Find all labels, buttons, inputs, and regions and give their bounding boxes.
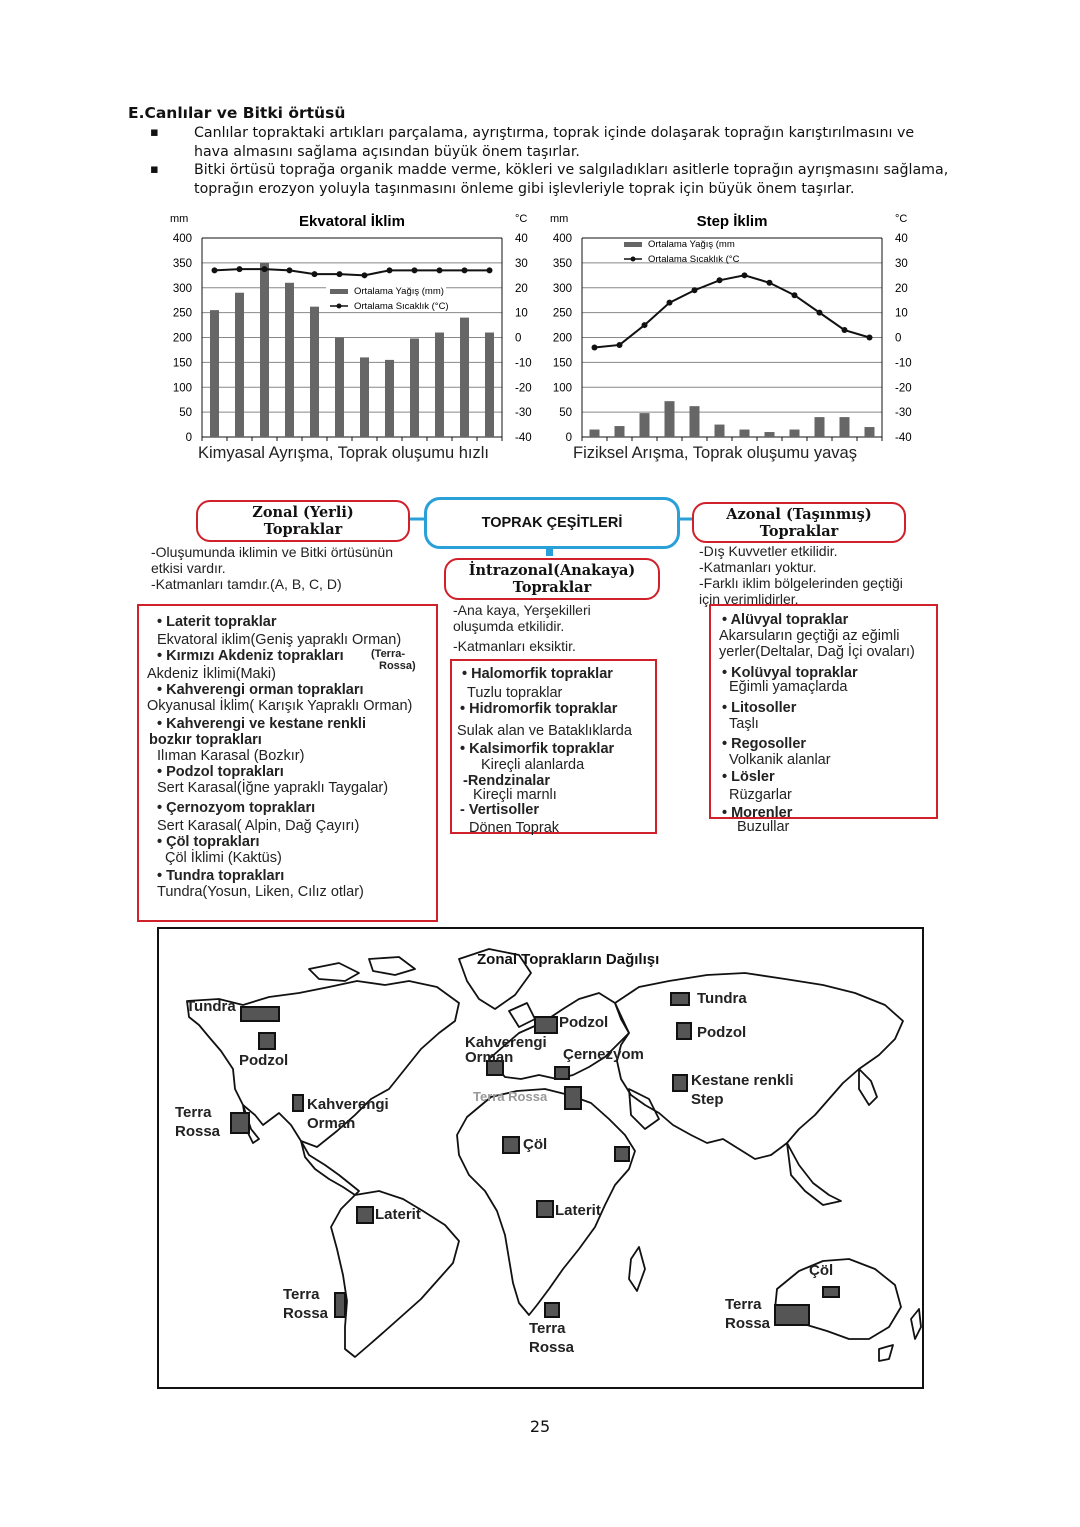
map-label-cernozyom: Çernezyom (563, 1046, 644, 1063)
soil-types-center-box: TOPRAK ÇEŞİTLERİ (424, 497, 680, 549)
left-tick-label: 400 (172, 233, 192, 245)
chart-caption-equatorial: Kimyasal Ayrışma, Toprak oluşumu hızlı (198, 444, 490, 462)
list-item: • Morenler (722, 805, 793, 821)
legend-temp-label: Ortalama Sıcaklık (°C) (354, 301, 449, 312)
legend-precip-label: Ortalama Yağış (mm (648, 239, 735, 250)
list-item: • Kahverengi ve kestane renkli (157, 716, 366, 732)
azonal-notes: -Dış Kuvvetler etkilidir. -Katmanları yoktur. -Farklı iklim bölgelerinden geçtiği için verimlidirler. (699, 543, 903, 607)
left-tick-label: 300 (552, 282, 572, 295)
right-tick-label: 40 (895, 233, 908, 245)
world-soil-map (157, 927, 924, 1389)
right-tick-label: -30 (515, 407, 532, 420)
left-tick-label: 350 (552, 257, 572, 270)
left-tick-label: 250 (552, 307, 572, 320)
intrazonal-notes: -Ana kaya, Yerşekilleri oluşumda etkilidir. -Katmanları eksiktir. (453, 602, 591, 654)
marker-tundra-as (671, 993, 689, 1005)
right-tick-label: 10 (515, 307, 528, 320)
right-tick-label: 0 (895, 332, 902, 345)
right-unit-label: °C (895, 213, 908, 225)
map-label-laterit-af: Laterit (555, 1202, 601, 1219)
right-unit-label: °C (515, 213, 528, 225)
legend-temp-label: Ortalama Sıcaklık (°C (648, 254, 740, 265)
marker-col-au (823, 1287, 839, 1297)
bullet-vegetation: ▪ Bitki örtüsü toprağa organik madde verme, kökleri ve salgıladıkları asitlerle toprağın ayrışmasını sağlama, toprağın erozyon yoluyla taşınmasını önleme gibi işlevleriyle toprak için büyük önem taşırlar. (150, 161, 970, 198)
right-tick-label: 30 (895, 257, 908, 270)
right-tick-label: 40 (515, 233, 528, 245)
zonal-soil-list: • Laterit topraklar Ekvatoral iklim(Geniş yapraklı Orman) • Kırmızı Akdeniz toprakları (Terra- Rossa) Akdeniz İklimi(Maki) • Kahverengi orman toprakları Okyanusal İklim( Karışık Yapraklı Orman) • Kahverengi ve kestane renkli bozkır toprakları Ilıman Karasal (Bozkır) • Podzol toprakları Sert Karasal(İğne yapraklı Taygalar) • Çernozyom toprakları Sert Karasal( Alpin, Dağ Çayırı) • Çöl toprakları Çöl İklimi (Kaktüs) • Tundra toprakları Tundra(Yosun, Liken, Cılız otlar) (137, 604, 438, 922)
list-item: • Litosoller (722, 700, 797, 716)
list-item: • Alüvyal topraklar (722, 612, 849, 628)
map-label-kahverengi-eu: Kahverengi Orman (465, 1034, 547, 1066)
left-unit-label: mm (550, 213, 569, 225)
map-label-kahverengi-na: Kahverengi Orman (307, 1096, 389, 1132)
marker-cernozyom (555, 1067, 569, 1079)
map-label-terra-eu: Terra Rossa (473, 1089, 548, 1104)
map-title: Zonal Toprakların Dağılışı (477, 951, 660, 968)
left-tick-label: 150 (172, 357, 192, 370)
list-item: • Laterit topraklar (157, 614, 277, 630)
marker-podzol-eu (535, 1017, 557, 1033)
map-label-kestane: Kestane renkli Step (691, 1072, 794, 1108)
right-tick-label: -40 (515, 432, 532, 444)
right-tick-label: 20 (515, 282, 528, 295)
list-item: • Kolüvyal topraklar (722, 665, 858, 681)
left-tick-label: 300 (172, 282, 192, 295)
list-item: • Halomorfik topraklar (462, 666, 613, 682)
map-label-col-au: Çöl (809, 1262, 834, 1279)
map-label-laterit-sa: Laterit (375, 1206, 421, 1223)
list-item: • Kalsimorfik topraklar (460, 741, 615, 757)
left-unit-label: mm (170, 213, 189, 225)
left-tick-label: 350 (172, 257, 192, 270)
left-tick-label: 100 (172, 382, 192, 395)
list-item: • Kahverengi orman toprakları (157, 682, 364, 698)
list-item: • Çöl toprakları (157, 834, 260, 850)
left-tick-label: 250 (172, 307, 192, 320)
left-tick-label: 100 (552, 382, 572, 395)
list-item: • Tundra toprakları (157, 868, 285, 884)
marker-tundra-na (241, 1007, 279, 1021)
map-label-terra-au: Terra Rossa (725, 1296, 771, 1332)
map-label-col-af: Çöl (523, 1136, 548, 1153)
marker-laterit-sa (357, 1207, 373, 1223)
marker-terra-rossa-au (775, 1305, 809, 1325)
right-tick-label: -20 (515, 382, 532, 395)
list-item: • Çernozyom toprakları (157, 800, 316, 816)
marker-col-arabia (615, 1147, 629, 1161)
right-tick-label: 20 (895, 282, 908, 295)
right-tick-label: 30 (515, 257, 528, 270)
left-tick-label: 150 (552, 357, 572, 370)
marker-laterit-af (537, 1201, 553, 1217)
map-label-terra-na: Terra Rossa (175, 1104, 221, 1140)
intrazonal-soil-list: • Halomorfik topraklar Tuzlu topraklar • Hidromorfik topraklar Sulak alan ve Bataklıklarda • Kalsimorfik topraklar Kireçli alanlarda -Rendzinalar Kireçli marnlı - Vertisoller Dönen Toprak (450, 659, 657, 834)
left-tick-label: 0 (565, 432, 572, 444)
chart-title: Ekvatoral İklim (299, 213, 405, 230)
list-item: • Lösler (722, 769, 775, 785)
marker-terra-rossa-eu (565, 1087, 581, 1109)
map-label-tundra-as: Tundra (697, 990, 747, 1007)
right-tick-label: 10 (895, 307, 908, 320)
bullet-living: ▪ Canlılar topraktaki artıkları parçalama, ayrıştırma, toprak içinde dolaşarak toprağın karıştırılmasını ve hava almasını sağlama açısından büyük önem taşırlar. (150, 124, 970, 161)
left-tick-label: 0 (185, 432, 192, 444)
map-label-terra-af: Terra Rossa (529, 1320, 575, 1356)
marker-col-af (503, 1137, 519, 1153)
right-tick-label: -40 (895, 432, 912, 444)
map-label-podzol-as: Podzol (697, 1024, 747, 1041)
marker-kestane (673, 1075, 687, 1091)
page-number: 25 (529, 1417, 551, 1436)
left-tick-label: 200 (172, 332, 192, 345)
legend-precip-label: Ortalama Yağış (mm) (354, 286, 444, 297)
left-tick-label: 200 (552, 332, 572, 345)
chart-caption-steppe: Fiziksel Arışma, Toprak oluşumu yavaş (573, 444, 857, 462)
azonal-title-box: Azonal (Taşınmış) Topraklar (692, 502, 906, 543)
map-label-tundra-na: Tundra (186, 998, 236, 1015)
right-tick-label: -10 (895, 357, 912, 370)
zonal-title-box: Zonal (Yerli) Topraklar (196, 500, 410, 542)
map-label-podzol-eu: Podzol (559, 1014, 609, 1031)
list-item: • Podzol toprakları (157, 764, 284, 780)
intrazonal-title-box: İntrazonal(Anakaya) Topraklar (444, 558, 660, 600)
left-tick-label: 50 (559, 407, 572, 420)
marker-terra-rossa-na (231, 1113, 249, 1133)
marker-podzol-as (677, 1023, 691, 1039)
chart-title: Step İklim (696, 213, 768, 230)
right-tick-label: -20 (895, 382, 912, 395)
marker-terra-rossa-af (545, 1303, 559, 1317)
right-tick-label: 0 (515, 332, 522, 345)
left-tick-label: 400 (552, 233, 572, 245)
marker-terra-rossa-sa (335, 1293, 345, 1317)
list-item: - Vertisoller (460, 802, 539, 818)
list-item: • Hidromorfik topraklar (460, 701, 618, 717)
section-title: E.Canlılar ve Bitki örtüsü (128, 104, 346, 122)
map-label-podzol-na: Podzol (239, 1052, 289, 1069)
zonal-notes: -Oluşumunda iklimin ve Bitki örtüsünün etkisi vardır. -Katmanları tamdır.(A, B, C, D) (151, 544, 393, 592)
marker-podzol-na (259, 1033, 275, 1049)
right-tick-label: -10 (515, 357, 532, 370)
left-tick-label: 50 (179, 407, 192, 420)
map-label-terra-sa: Terra Rossa (283, 1286, 329, 1322)
right-tick-label: -30 (895, 407, 912, 420)
list-item: -Rendzinalar (463, 773, 551, 789)
list-item: • Regosoller (722, 736, 807, 752)
list-item: • Kırmızı Akdeniz toprakları (Terra- Rossa) (157, 648, 416, 672)
marker-kahverengi-na (293, 1095, 303, 1111)
azonal-soil-list: • Alüvyal topraklar Akarsuların geçtiği az eğimli yerler(Deltalar, Dağ İçi ovaları) • Kolüvyal topraklar Eğimli yamaçlarda • Litosoller Taşlı • Regosoller Volkanik alanlar • Lösler Rüzgarlar • Morenler Buzullar (709, 604, 938, 819)
